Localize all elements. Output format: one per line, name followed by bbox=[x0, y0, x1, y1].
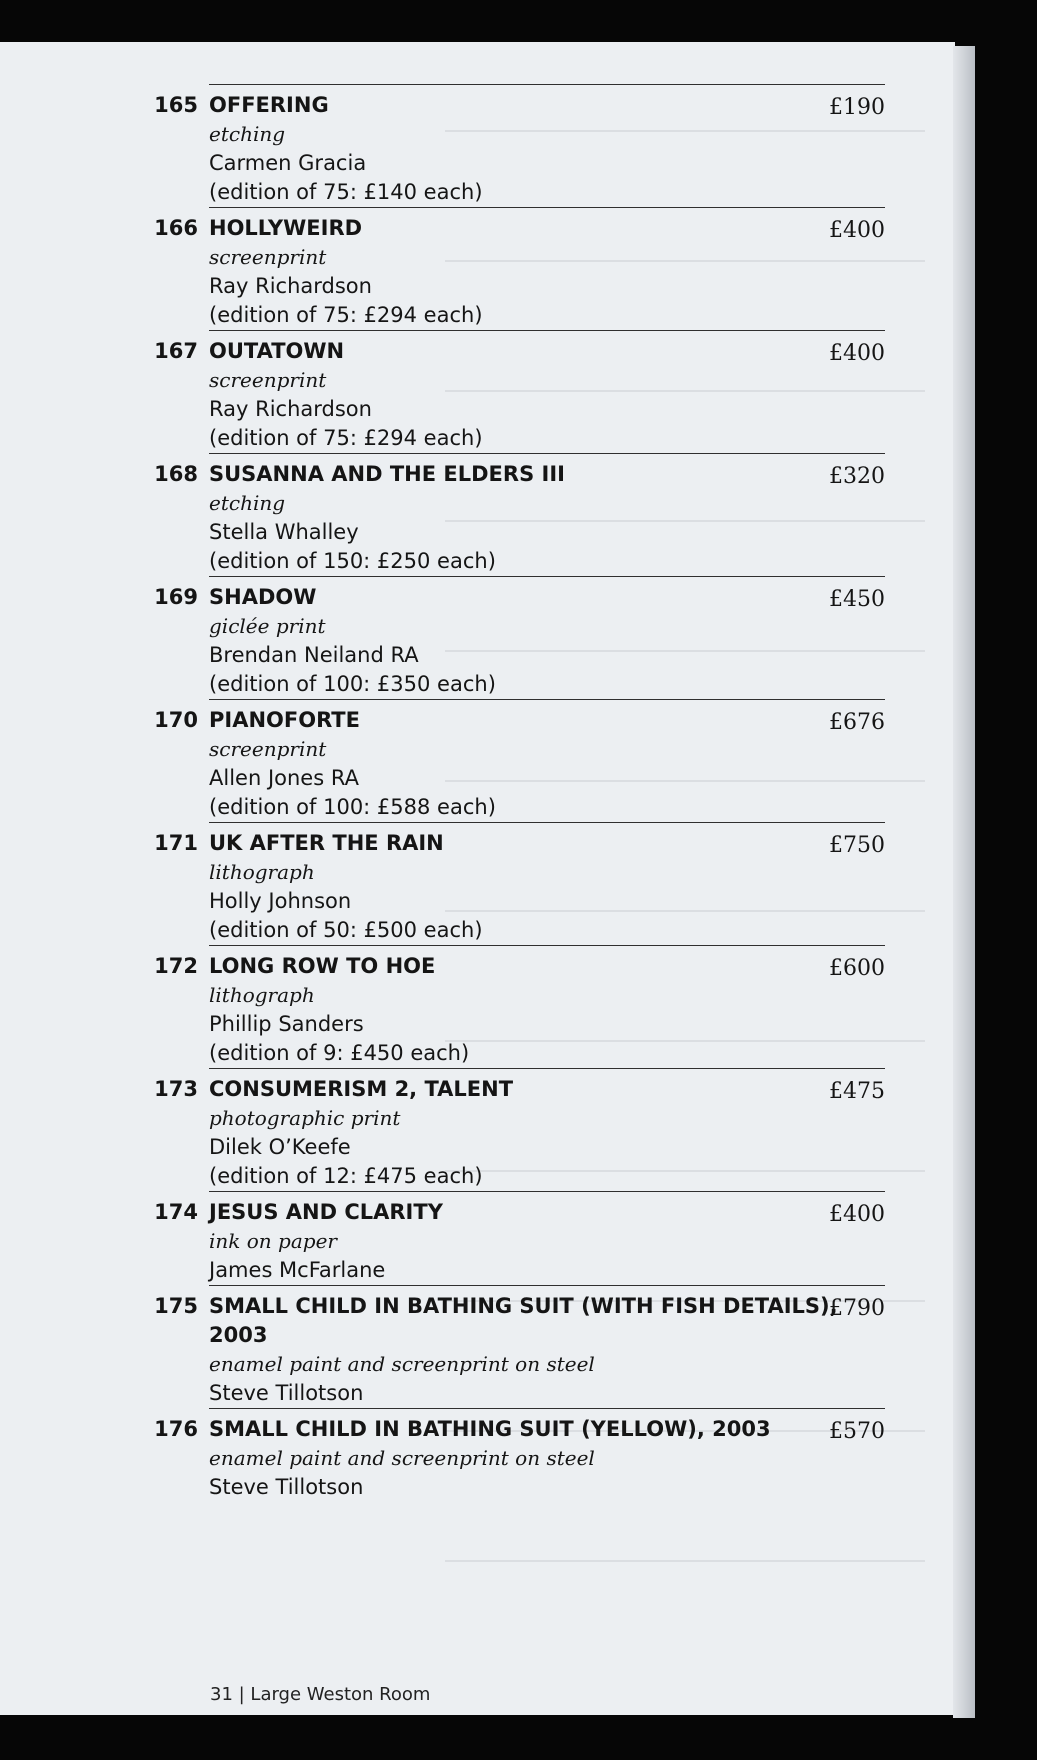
catalogue-entry-165 bbox=[154, 84, 885, 207]
entry-artist: Allen Jones RA bbox=[209, 766, 359, 790]
entry-medium: photographic print bbox=[209, 1106, 401, 1130]
entry-medium: ink on paper bbox=[209, 1229, 337, 1253]
entry-number: 168 bbox=[154, 462, 198, 486]
entry-price: £570 bbox=[829, 1419, 885, 1444]
entry-number: 173 bbox=[154, 1077, 198, 1101]
entry-title: CONSUMERISM 2, TALENT bbox=[209, 1077, 514, 1101]
entry-medium: screenprint bbox=[209, 245, 327, 269]
entry-title: HOLLYWEIRD bbox=[209, 216, 363, 240]
entry-title: OUTATOWN bbox=[209, 339, 345, 363]
entry-artist: Ray Richardson bbox=[209, 274, 372, 298]
entry-title: SHADOW bbox=[209, 585, 317, 609]
entry-number: 170 bbox=[154, 708, 198, 732]
entry-edition: (edition of 75: £294 each) bbox=[209, 426, 483, 450]
entry-title: SUSANNA AND THE ELDERS III bbox=[209, 462, 565, 486]
entry-edition: (edition of 75: £294 each) bbox=[209, 303, 483, 327]
entry-price: £190 bbox=[829, 95, 885, 120]
entry-artist: James McFarlane bbox=[209, 1258, 386, 1282]
entry-artist: Stella Whalley bbox=[209, 520, 359, 544]
book-page-edge bbox=[953, 46, 975, 1718]
entry-number: 172 bbox=[154, 954, 198, 978]
entry-medium: enamel paint and screenprint on steel bbox=[209, 1446, 595, 1470]
entry-artist: Holly Johnson bbox=[209, 889, 352, 913]
catalogue-entry-166 bbox=[154, 207, 885, 330]
entry-price: £676 bbox=[829, 710, 885, 735]
entry-number: 166 bbox=[154, 216, 198, 240]
entry-edition: (edition of 100: £588 each) bbox=[209, 795, 496, 819]
catalogue-page bbox=[0, 42, 955, 1715]
entry-medium: enamel paint and screenprint on steel bbox=[209, 1352, 595, 1376]
entry-price: £400 bbox=[829, 341, 885, 366]
entry-medium: screenprint bbox=[209, 737, 327, 761]
entry-title: JESUS AND CLARITY bbox=[209, 1200, 443, 1224]
entry-medium: lithograph bbox=[209, 983, 315, 1007]
entry-artist: Steve Tillotson bbox=[209, 1475, 364, 1499]
catalogue-entry-168 bbox=[154, 453, 885, 576]
entry-edition: (edition of 100: £350 each) bbox=[209, 672, 496, 696]
entry-number: 171 bbox=[154, 831, 198, 855]
entry-edition: (edition of 75: £140 each) bbox=[209, 180, 483, 204]
entry-medium: etching bbox=[209, 491, 286, 515]
catalogue-entry-167 bbox=[154, 330, 885, 453]
page-footer: 31 | Large Weston Room bbox=[210, 1684, 431, 1705]
entry-medium: screenprint bbox=[209, 368, 327, 392]
entry-artist: Brendan Neiland RA bbox=[209, 643, 419, 667]
catalogue-entry-173 bbox=[154, 1068, 885, 1191]
entry-price: £450 bbox=[829, 587, 885, 612]
entry-title: LONG ROW TO HOE bbox=[209, 954, 436, 978]
entry-title: SMALL CHILD IN BATHING SUIT (WITH FISH DETAILS), 2003 bbox=[209, 1294, 838, 1347]
entry-number: 175 bbox=[154, 1294, 198, 1318]
entry-edition: (edition of 50: £500 each) bbox=[209, 918, 483, 942]
catalogue-entry-175 bbox=[154, 1285, 885, 1408]
entry-medium: lithograph bbox=[209, 860, 315, 884]
entry-number: 167 bbox=[154, 339, 198, 363]
entry-title: UK AFTER THE RAIN bbox=[209, 831, 444, 855]
catalogue-entry-170 bbox=[154, 699, 885, 822]
catalogue-entry-176 bbox=[154, 1408, 885, 1502]
catalogue-entry-174 bbox=[154, 1191, 885, 1285]
catalogue-entry-171 bbox=[154, 822, 885, 945]
entry-price: £400 bbox=[829, 1202, 885, 1227]
entry-price: £790 bbox=[829, 1296, 885, 1321]
entry-artist: Phillip Sanders bbox=[209, 1012, 364, 1036]
entry-price: £475 bbox=[829, 1079, 885, 1104]
entry-artist: Ray Richardson bbox=[209, 397, 372, 421]
entry-edition: (edition of 12: £475 each) bbox=[209, 1164, 483, 1188]
catalogue-list bbox=[130, 84, 885, 1502]
entry-title: PIANOFORTE bbox=[209, 708, 360, 732]
entry-price: £600 bbox=[829, 956, 885, 981]
entry-price: £320 bbox=[829, 464, 885, 489]
entry-number: 174 bbox=[154, 1200, 198, 1224]
entry-artist: Carmen Gracia bbox=[209, 151, 367, 175]
entry-price: £400 bbox=[829, 218, 885, 243]
entry-artist: Steve Tillotson bbox=[209, 1381, 364, 1405]
entry-number: 176 bbox=[154, 1417, 198, 1441]
entry-number: 165 bbox=[154, 93, 198, 117]
entry-edition: (edition of 9: £450 each) bbox=[209, 1041, 470, 1065]
entry-edition: (edition of 150: £250 each) bbox=[209, 549, 496, 573]
entry-number: 169 bbox=[154, 585, 198, 609]
catalogue-entry-169 bbox=[154, 576, 885, 699]
entry-artist: Dilek O’Keefe bbox=[209, 1135, 351, 1159]
catalogue-entry-172 bbox=[154, 945, 885, 1068]
entry-medium: etching bbox=[209, 122, 286, 146]
entry-title: SMALL CHILD IN BATHING SUIT (YELLOW), 2003 bbox=[209, 1417, 771, 1441]
entry-price: £750 bbox=[829, 833, 885, 858]
entry-title: OFFERING bbox=[209, 93, 329, 117]
entry-medium: giclée print bbox=[209, 614, 326, 638]
